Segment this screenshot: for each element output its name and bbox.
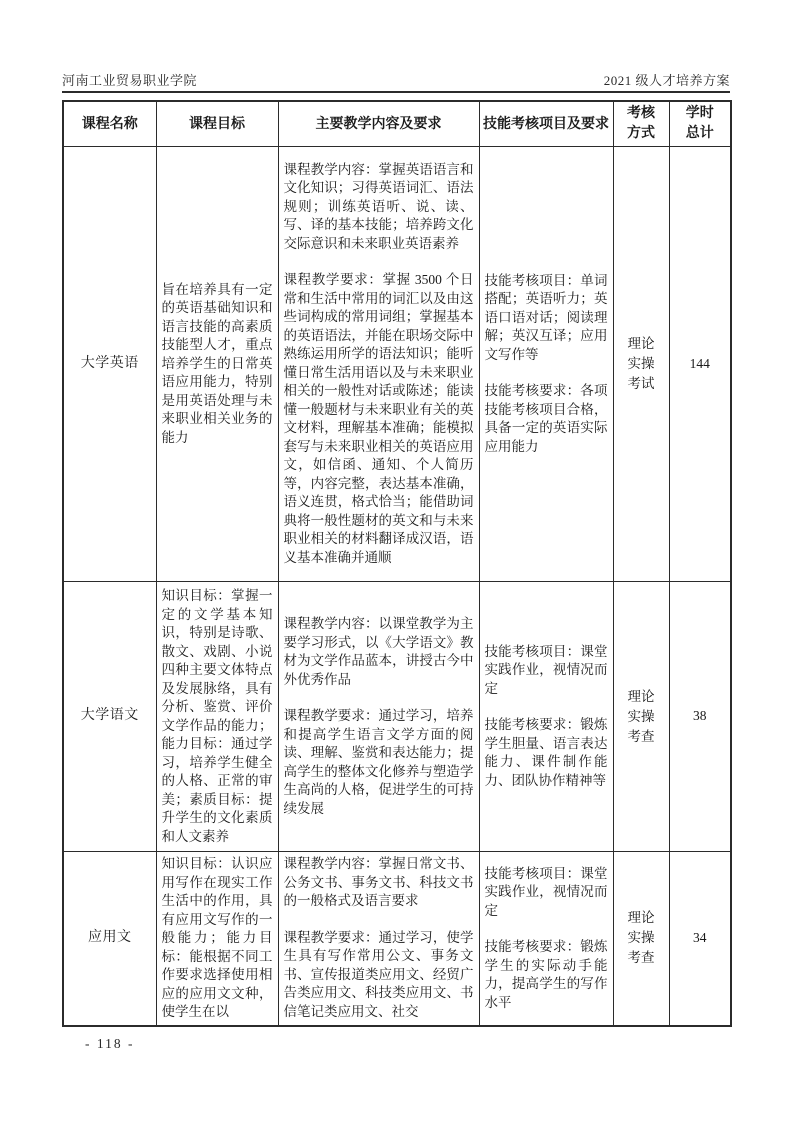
col-header-hours: 学时总计 <box>669 101 731 147</box>
content-paragraph: 课程教学内容：以课堂教学为主要学习形式，以《大学语文》教材为文学作品蓝本，讲授古今中外优秀作品 <box>283 616 474 687</box>
assessment-paragraph: 技能考核要求：锻炼学生的实际动手能力，提高学生的写作水平 <box>484 939 608 1010</box>
course-table <box>62 100 732 1027</box>
content-paragraph: 课程教学要求：掌握 3500 个日常和生活中常用的词汇以及由这些词构成的常用词组；掌握基本的英语语法，并能在职场交际中熟练运用所学的语法知识；能听懂日常生活用语以及与未来职业相关的一般性对话或陈述；能读懂一般题材与未来职业有关的英文材料，理解基本准确；能模拟套写与未来职业相关的英语应用文，如信函、通知、个人简历等，内容完整，表达基本准确，语义连贯，格式恰当；能借助词典将一般性题材的英文和与未来职业相关的材料翻译成汉语，语义基本准确并通顺 <box>283 272 474 565</box>
header-school-name: 河南工业贸易职业学院 <box>62 73 198 88</box>
page-number: - 118 - <box>85 1036 135 1051</box>
content-paragraph: 课程教学要求：通过学习，使学生具有写作常用公文、事务文书、宣传报道类应用文、经贸广告类应用文、科技类应用文、书信笔记类应用文、社交 <box>283 929 474 1019</box>
content-cell <box>278 582 479 852</box>
content-cell <box>278 147 479 582</box>
content-paragraph: 课程教学内容：掌握英语语言和文化知识；习得英语词汇、语法规则；训练英语听、说、读、写、译的基本技能；培养跨文化交际意识和未来职业英语素养 <box>283 161 474 251</box>
assessment-paragraph: 技能考核要求：锻炼学生胆量、语言表达能力、课件制作能力、团队协作精神等 <box>484 717 608 788</box>
col-header-objectives: 课程目标 <box>156 101 278 147</box>
objectives-cell: 知识目标：掌握一定的文学基本知识，特别是诗歌、散文、戏剧、小说四种主要文体特点及发展脉络，具有分析、鉴赏、评价文学作品的能力；能力目标：通过学习，培养学生健全的人格、正常的审美；素质目标：提升学生的文化素质和人文素养 <box>156 582 278 852</box>
course-name-cell: 应用文 <box>63 852 156 1026</box>
method-cell: 理论实操考试 <box>613 147 669 582</box>
assessment-paragraph: 技能考核项目：课堂实践作业，视情况而定 <box>484 643 608 696</box>
assessment-paragraph: 技能考核要求：各项技能考核项目合格，具备一定的英语实际应用能力 <box>484 383 608 454</box>
hours-cell: 34 <box>669 852 731 1026</box>
objectives-cell: 知识目标：认识应用写作在现实工作生活中的作用，具有应用文写作的一般能力；能力目标：能根据不同工作要求选择使用相应的应用文文种，使学生在以 <box>156 852 278 1026</box>
hours-cell: 38 <box>669 582 731 852</box>
hours-cell: 144 <box>669 147 731 582</box>
content-paragraph: 课程教学内容：掌握日常文书、公务文书、事务文书、科技文书的一般格式及语言要求 <box>283 856 474 909</box>
method-cell: 理论实操考查 <box>613 582 669 852</box>
col-header-course-name: 课程名称 <box>63 101 156 147</box>
method-cell: 理论实操考查 <box>613 852 669 1026</box>
header-rule <box>62 91 730 93</box>
assessment-paragraph: 技能考核项目：课堂实践作业，视情况而定 <box>484 865 608 918</box>
col-header-content: 主要教学内容及要求 <box>278 101 479 147</box>
table-header-row <box>63 101 731 147</box>
header-doc-title: 2021 级人才培养方案 <box>603 73 730 88</box>
content-paragraph: 课程教学要求：通过学习，培养和提高学生语言文学方面的阅读、理解、鉴赏和表达能力；提高学生的整体文化修养与塑造学生高尚的人格，促进学生的可持续发展 <box>283 708 474 816</box>
table-row-english <box>63 147 731 582</box>
objectives-cell: 旨在培养具有一定的英语基础知识和语言技能的高素质技能型人才，重点培养学生的日常英语应用能力，特别是用英语处理与未来职业相关业务的能力 <box>156 147 278 582</box>
course-name-cell: 大学英语 <box>63 147 156 582</box>
page-header <box>62 70 730 89</box>
table-row-applied-writing <box>63 852 731 1026</box>
assessment-cell <box>479 582 613 852</box>
assessment-cell <box>479 852 613 1026</box>
content-cell <box>278 852 479 1026</box>
col-header-method: 考核方式 <box>613 101 669 147</box>
table-row-chinese <box>63 582 731 852</box>
assessment-paragraph: 技能考核项目：单词搭配；英语听力；英语口语对话；阅读理解；英汉互译；应用文写作等 <box>484 272 608 362</box>
col-header-assessment: 技能考核项目及要求 <box>479 101 613 147</box>
course-name-cell: 大学语文 <box>63 582 156 852</box>
assessment-cell <box>479 147 613 582</box>
